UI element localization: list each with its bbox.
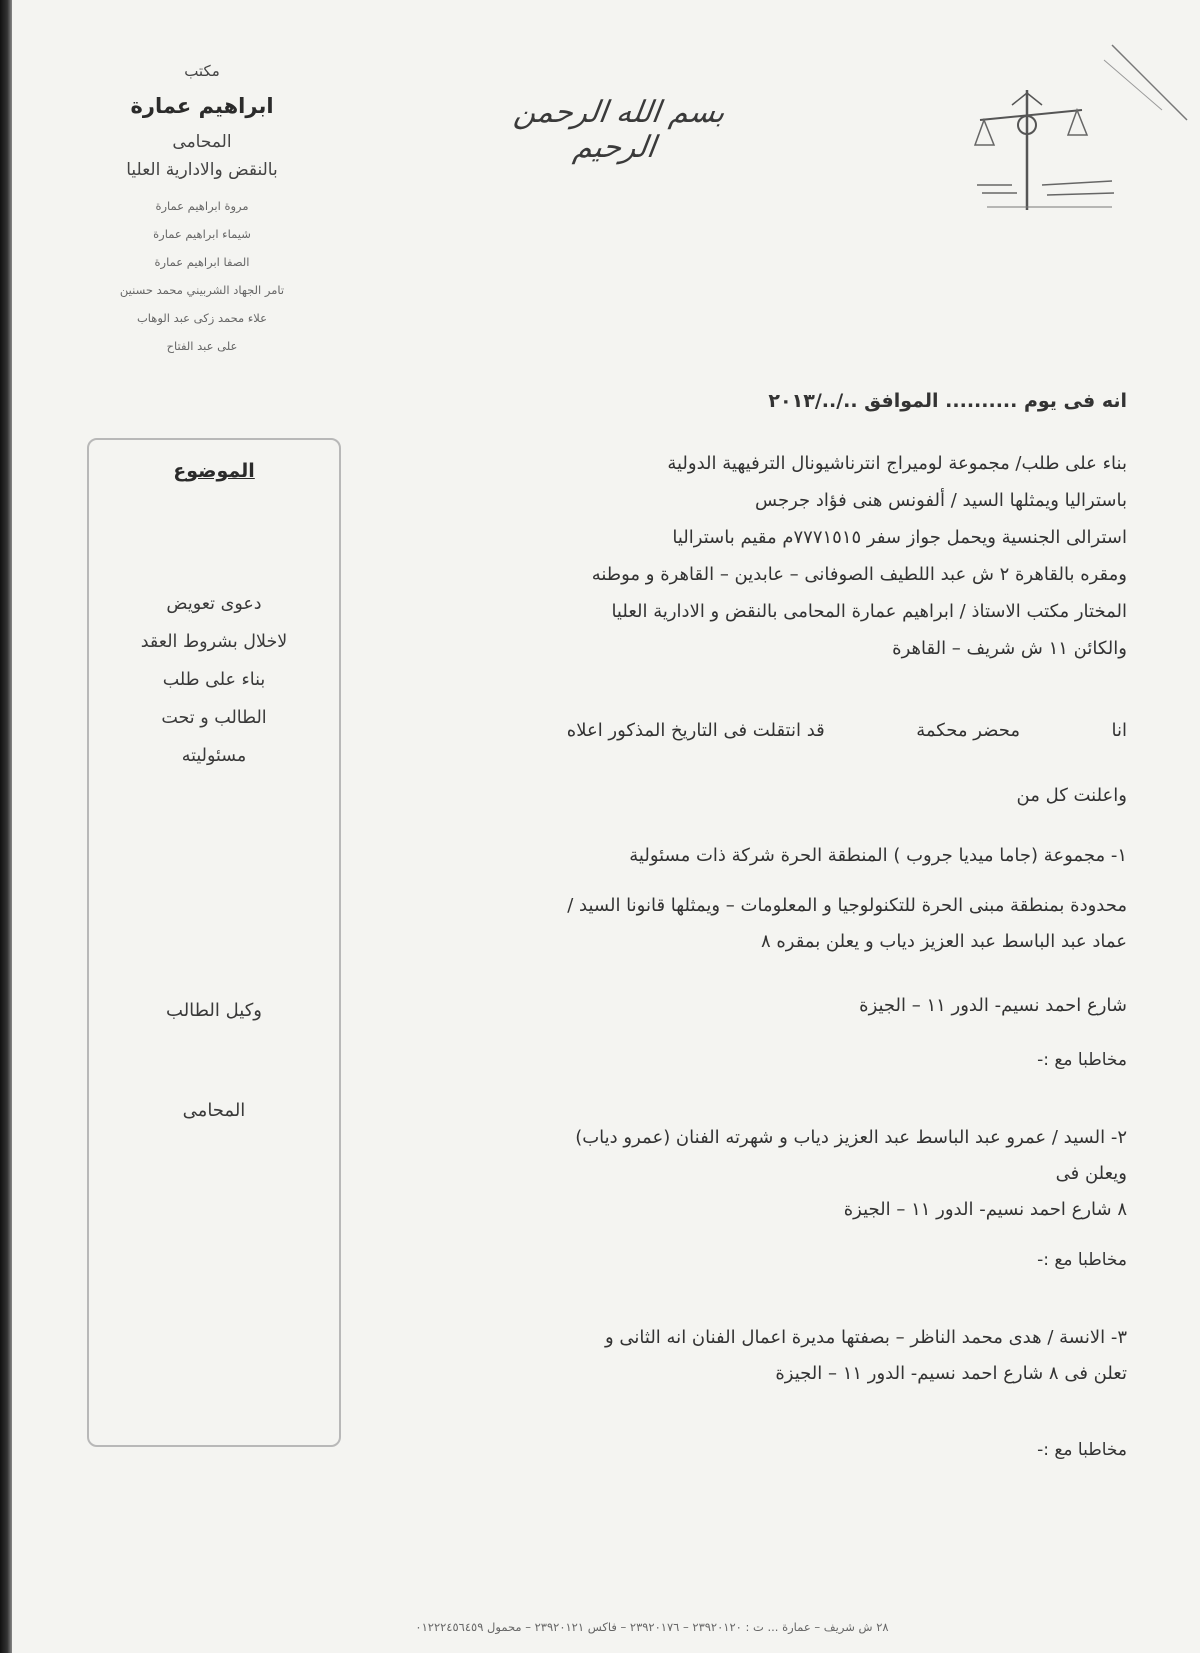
party-line: عماد عبد الباسط عبد العزيز دياب و يعلن بمقره ٨ bbox=[760, 931, 1127, 952]
subject-line: مسئوليته bbox=[181, 746, 247, 766]
party-1 bbox=[357, 838, 1127, 874]
party-line: شارع احمد نسيم- الدور ١١ – الجيزة bbox=[859, 995, 1127, 1016]
party-line: ١- مجموعة (جاما ميديا جروب ) المنطقة الحرة شركة ذات مسئولية bbox=[629, 845, 1127, 866]
request-line: والكائن ١١ ش شريف – القاهرة bbox=[892, 638, 1127, 659]
footer-contact: ٢٨ ش شريف – عمارة ... ت : ٢٣٩٢٠١٢٠ – ٢٣٩٢٠١٧٦ – فاكس ٢٣٩٢٠١٢١ – محمول ٠١٢٢٢٤٥٦٤٥٩ bbox=[415, 1620, 889, 1634]
request-paragraph bbox=[357, 445, 1127, 667]
subject-description bbox=[89, 585, 339, 775]
subject-sidebar bbox=[87, 438, 341, 1447]
party-2 bbox=[357, 1120, 1127, 1228]
office-court-level: بالنقض والادارية العليا bbox=[126, 160, 278, 180]
party-line: تعلن فى ٨ شارع احمد نسيم- الدور ١١ – الجيزة bbox=[775, 1363, 1127, 1384]
lawyer-label: المحامى bbox=[182, 1100, 246, 1121]
party-line: ويعلن فى bbox=[1055, 1163, 1127, 1184]
party-3-addressing: مخاطبا مع :- bbox=[1037, 1440, 1127, 1460]
request-line: باستراليا ويمثلها السيد / ألفونس هنى فؤاد جرجس bbox=[755, 490, 1127, 511]
subject-line: الطالب و تحت bbox=[161, 708, 267, 728]
party-1-address bbox=[357, 988, 1127, 1024]
party-line: ٨ شارع احمد نسيم- الدور ١١ – الجيزة bbox=[843, 1199, 1127, 1220]
justice-emblem-icon bbox=[972, 85, 1122, 225]
party-line: محدودة بمنطقة مبنى الحرة للتكنولوجيا و المعلومات – ويمثلها قانونا السيد / bbox=[567, 895, 1127, 916]
party-1-details bbox=[357, 888, 1127, 960]
document-page bbox=[12, 0, 1200, 1653]
office-lawyer-name: ابراهيم عمارة bbox=[130, 94, 274, 118]
party-line: ٣- الانسة / هدى محمد الناظر – بصفتها مديرة اعمال الفنان انه الثانى و bbox=[604, 1327, 1127, 1348]
party-1-addressing: مخاطبا مع :- bbox=[1037, 1050, 1127, 1070]
subject-title: الموضوع bbox=[173, 460, 255, 482]
subject-line: دعوى تعويض bbox=[166, 594, 262, 614]
subject-line: لاخلال بشروط العقد bbox=[140, 632, 288, 652]
office-header bbox=[77, 62, 327, 360]
partner-name: مروة ابراهيم عمارة bbox=[155, 199, 249, 213]
announced-line: واعلنت كل من bbox=[1016, 785, 1127, 806]
request-line: المختار مكتب الاستاذ / ابراهيم عمارة المحامى بالنقض و الادارية العليا bbox=[611, 601, 1127, 622]
request-line: استرالى الجنسية ويحمل جواز سفر ٧٧٧١٥١٥م مقيم باستراليا bbox=[672, 527, 1127, 548]
bailiff-moved: قد انتقلت فى التاريخ المذكور اعلاه bbox=[566, 720, 825, 741]
partner-name: تامر الجهاد الشربيني محمد حسنين bbox=[119, 283, 285, 297]
partners-list bbox=[77, 192, 327, 360]
partner-name: علاء محمد زكى عبد الوهاب bbox=[136, 311, 268, 325]
request-line: ومقره بالقاهرة ٢ ش عبد اللطيف الصوفانى – عابدين – القاهرة و موطنه bbox=[591, 564, 1127, 585]
bailiff-i: انا bbox=[1111, 720, 1127, 741]
date-line: انه فى يوم .......... الموافق ../../٢٠١٣ bbox=[768, 390, 1127, 412]
partner-name: شيماء ابراهيم عمارة bbox=[153, 227, 251, 241]
subject-line: بناء على طلب bbox=[162, 670, 266, 690]
party-3 bbox=[357, 1320, 1127, 1392]
party-2-addressing: مخاطبا مع :- bbox=[1037, 1250, 1127, 1270]
bailiff-court: محضر محكمة bbox=[916, 720, 1021, 741]
bailiff-line bbox=[357, 720, 1127, 741]
bismillah-calligraphy: بسم الله الرحمن الرحيم bbox=[511, 95, 728, 165]
request-line: بناء على طلب/ مجموعة لوميراج انترناشيونال الترفيهية الدولية bbox=[667, 453, 1127, 474]
partner-name: الصفا ابراهيم عمارة bbox=[154, 255, 250, 269]
agent-label: وكيل الطالب bbox=[166, 1000, 262, 1021]
scan-edge bbox=[0, 0, 12, 1653]
party-line: ٢- السيد / عمرو عبد الباسط عبد العزيز دياب و شهرته الفنان (عمرو دياب) bbox=[575, 1127, 1127, 1148]
partner-name: على عبد الفتاح bbox=[166, 339, 238, 353]
office-label: مكتب bbox=[184, 62, 220, 80]
office-title: المحامى bbox=[172, 132, 232, 152]
